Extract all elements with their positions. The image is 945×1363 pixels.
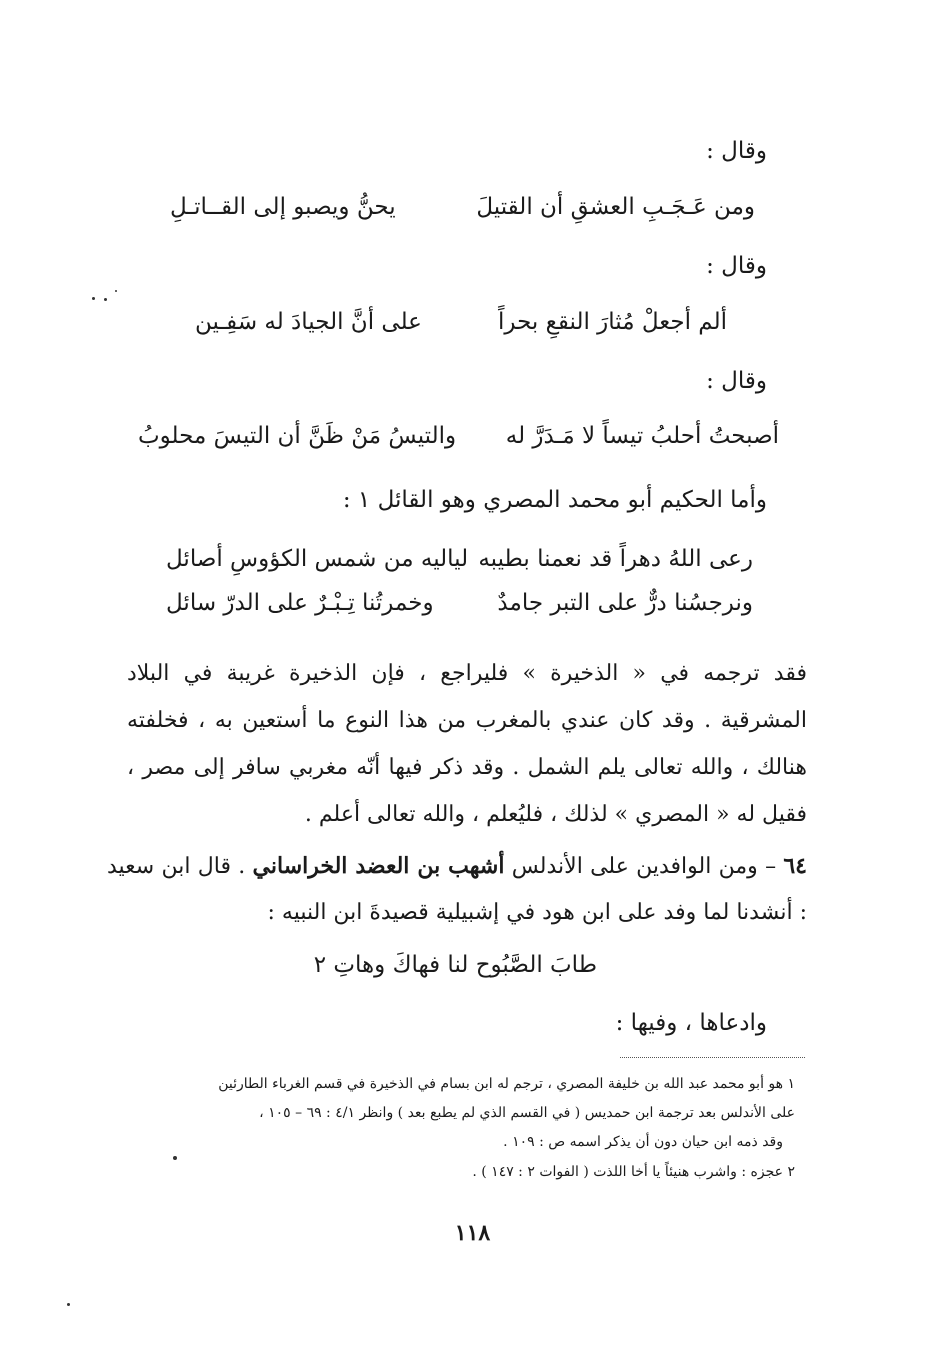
poem-line-2-second: وخمرتُنا تِـبْـرٌ على الدرّ سائل bbox=[166, 590, 434, 616]
entry-number: ٦٤ bbox=[783, 853, 807, 879]
footnote-1-line-2: على الأندلس بعد ترجمة ابن حمديس ( في القسم الذي لم يطبع بعد ) وانظر ٤/١ : ٦٩ – ١٠٥ ، bbox=[259, 1105, 795, 1121]
scan-speck bbox=[92, 297, 95, 300]
footnote-1-line-1: ١ هو أبو محمد عبد الله بن خليفة المصري ، ترجم له ابن بسام في الذخيرة في قسم الغرباء الطارئين bbox=[218, 1076, 795, 1092]
entry-rest: . قال ابن سعيد : أنشدنا لما وفد على ابن هود في إشبيلية قصيدةَ ابن النبيه : bbox=[107, 854, 807, 925]
verse-3-first-hemistich: أصبحتُ أحلبُ تيساً لا مَـدَرَّ له bbox=[505, 423, 779, 449]
closing-line: وادعاها ، وفيها : bbox=[615, 1010, 767, 1036]
footnote-2: ٢ عجزه : واشرب هنيئاً يا أخا اللذت ( الفوات ٢ : ١٤٧ ) . bbox=[472, 1164, 795, 1180]
verse-2-first-hemistich: ألم أجعلْ مُثارَ النقعِ بحراً bbox=[498, 309, 727, 335]
intro-line: وأما الحكيم أبو محمد المصري وهو القائل ١ : bbox=[342, 487, 767, 513]
scan-speck bbox=[173, 1156, 177, 1160]
qala-label-3: وقال : bbox=[706, 368, 767, 394]
paragraph-1: فقد ترجمه في « الذخيرة » فليراجع ، فإن الذخيرة غريبة في البلاد المشرقية . وقد كان عندي بالمغرب من هذا النوع ما أستعين به ، فخلفته هنالك ، والله تعالى يلم الشمل . وقد ذكر فيها أنّه مغربي سافر إلى مصر ، فقيل له « المصري » لذلك ، فليُعلم ، والله تعالى أعلم . bbox=[127, 661, 807, 827]
footnote-separator bbox=[620, 1057, 805, 1058]
entry-name: أشهب بن العضد الخراساني bbox=[252, 853, 505, 879]
page-number: ١١٨ bbox=[454, 1220, 491, 1246]
entry-lead: ومن الوافدين على الأندلس bbox=[511, 854, 758, 879]
verse-1-first-hemistich: ومن عَـجَـبِ العشقِ أن القتيلَ bbox=[476, 194, 755, 220]
footnote-1-line-3: وقد ذمه ابن حيان دون أن يذكر اسمه ص : ١٠٩ . bbox=[503, 1134, 783, 1150]
scan-speck bbox=[67, 1303, 70, 1306]
entry-paragraph bbox=[107, 843, 807, 936]
entry-dash: – bbox=[765, 854, 777, 879]
scan-speck bbox=[104, 298, 107, 301]
verse-1-second-hemistich: يحنُّ ويصبو إلى القــاتـلِ bbox=[170, 194, 396, 220]
verse-2-second-hemistich: على أنَّ الجيادَ له سَفِـين bbox=[195, 309, 422, 335]
qala-label-1: وقال : bbox=[706, 138, 767, 164]
verse-3-second-hemistich: والتيسُ مَنْ ظَنَّ أن التيسَ محلوبُ bbox=[138, 423, 457, 449]
poem-line-2-first: ونرجسُنا درٌّ على التبر جامدٌ bbox=[497, 590, 753, 616]
qala-label-2: وقال : bbox=[706, 253, 767, 279]
verse-4: طابَ الصَّبُوح لنا فهاكَ وهاتِ ٢ bbox=[313, 952, 597, 978]
poem-line-1-second: لياليه من شمس الكؤوسِ أصائل bbox=[166, 546, 469, 572]
poem-line-1-first: رعى اللهُ دهراً قد نعمنا بطيبه bbox=[478, 546, 753, 572]
scan-speck bbox=[115, 290, 117, 292]
